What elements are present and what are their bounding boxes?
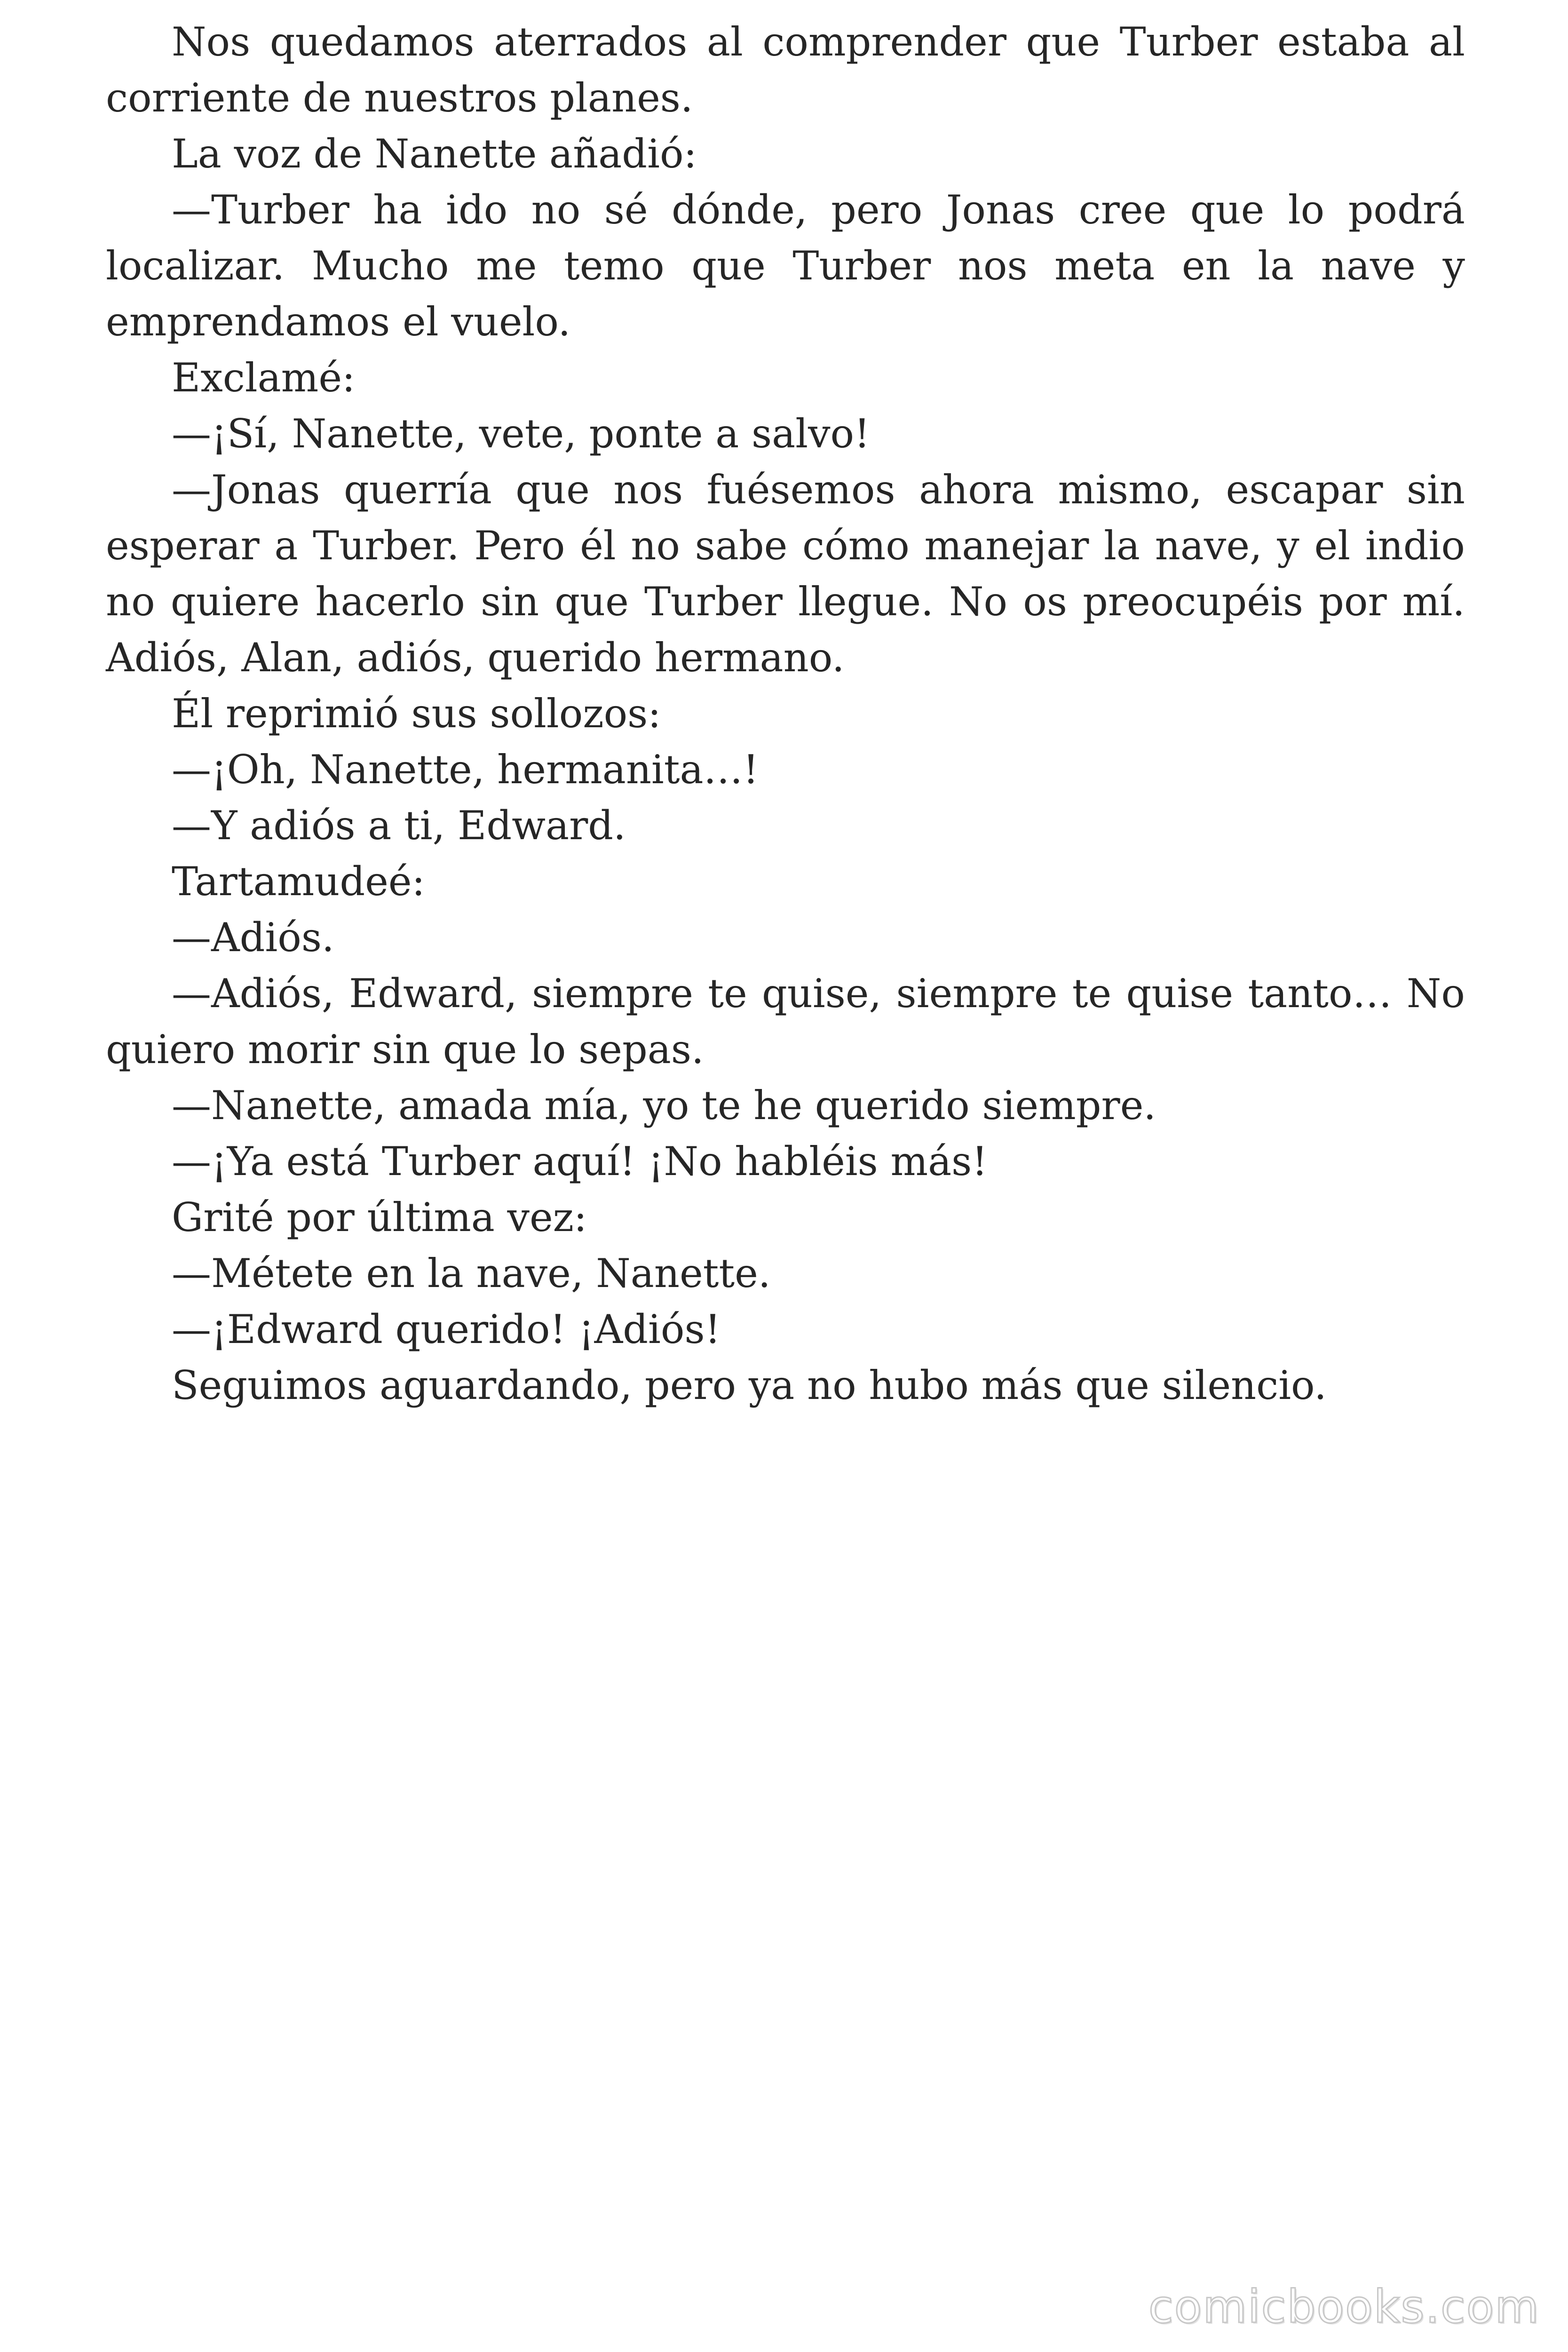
paragraph: —¡Ya está Turber aquí! ¡No habléis más! [172, 1138, 988, 1184]
paragraph: —Y adiós a ti, Edward. [172, 803, 626, 849]
watermark: comicbooks.com [1148, 2280, 1540, 2333]
paragraph: Seguimos aguardando, pero ya no hubo más que silencio. [172, 1362, 1327, 1408]
paragraph: —Jonas querría que nos fuésemos ahora mismo, escapar sin esperar a Turber. Pero él no sabe cómo manejar la nave, y el indio no quiere hacerlo sin que Turber llegue. No os preocupéis por mí. Adiós, Alan, adiós, querido hermano. [106, 467, 1465, 681]
paragraph: —¡Edward querido! ¡Adiós! [172, 1306, 721, 1352]
paragraph: Nos quedamos aterrados al comprender que Turber estaba al corriente de nuestros planes. [106, 19, 1465, 121]
paragraph: —Adiós. [172, 914, 334, 961]
paragraph: —¡Sí, Nanette, vete, ponte a salvo! [172, 411, 870, 457]
paragraph: —Adiós, Edward, siempre te quise, siempre te quise tanto… No quiero morir sin que lo sepas. [106, 970, 1465, 1073]
paragraph: Él reprimió sus sollozos: [172, 691, 661, 737]
paragraph: —Nanette, amada mía, yo te he querido siempre. [172, 1082, 1156, 1128]
paragraph: La voz de Nanette añadió: [172, 131, 697, 177]
page-text-body [106, 14, 1465, 1414]
paragraph: Grité por última vez: [172, 1194, 587, 1240]
paragraph: —¡Oh, Nanette, hermanita…! [172, 747, 759, 793]
paragraph: Tartamudeé: [172, 858, 425, 905]
paragraph: Exclamé: [172, 355, 356, 401]
paragraph: —Métete en la nave, Nanette. [172, 1250, 771, 1296]
paragraph: —Turber ha ido no sé dónde, pero Jonas cree que lo podrá localizar. Mucho me temo que Turber nos meta en la nave y emprendamos el vuelo. [106, 187, 1465, 345]
